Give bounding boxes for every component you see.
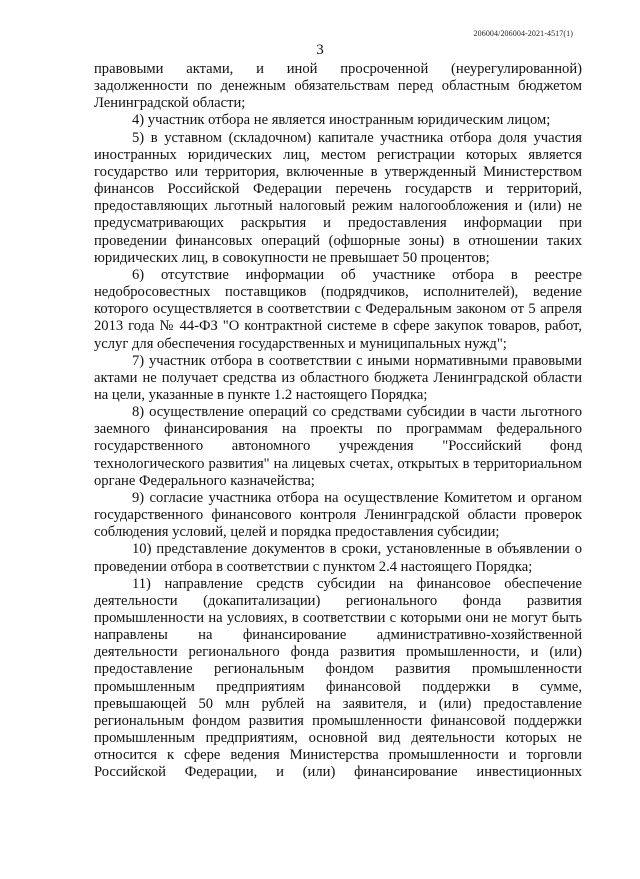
paragraph-item-8: 8) осуществление операций со средствами субсидии в части льготного заемного финансирования на проекты по программам федерального государственного автономного учреждения "Российский фонд технологического развития" на лицевых счетах, открытых в территориальном органе Федерального казначейства; <box>94 404 582 489</box>
paragraph-continuation: правовыми актами, и иной просроченной (неурегулированной) задолженности по денежным обязательствам перед областным бюджетом Ленинградской области; <box>94 61 582 112</box>
paragraph-item-10: 10) представление документов в сроки, установленные в объявлении о проведении отбора в соответствии с пунктом 2.4 настоящего Порядка; <box>94 541 582 575</box>
paragraph-item-6: 6) отсутствие информации об участнике отбора в реестре недобросовестных поставщиков (подрядчиков, исполнителей), ведение которого осуществляется в соответствии с Федеральным законом от 5 апреля 2013 года № 44-ФЗ "О контрактной системе в сфере закупок товаров, работ, услуг для обеспечения государственных и муниципальных нужд"; <box>94 266 582 352</box>
paragraph-item-5: 5) в уставном (складочном) капитале участника отбора доля участия иностранных юридических лиц, местом регистрации которых является государство или территория, включенные в утвержденный Министерством финансов Российской Федерации перечень государств и территорий, предоставляющих льготный налоговый режим налогообложения и (или) не предусматривающих раскрытия и предоставления информации при проведении финансовых операций (офшорные зоны) в отношении таких юридических лиц, в совокупности не превышает 50 процентов; <box>94 129 582 266</box>
document-body <box>94 61 582 782</box>
paragraph-item-11: 11) направление средств субсидии на финансовое обеспечение деятельности (докапитализации) регионального фонда развития промышленности на условиях, в соответствии с которыми они не могут быть направлены на финансирование административно-хозяйственной деятельности регионального фонда развития промышленности, и (или) предоставление региональным фондом развития промышленности промышленным предприятиям финансовой поддержки в сумме, превышающей 50 млн рублей на заявителя, и (или) предоставление региональным фондом развития промышленности финансовой поддержки промышленным предприятиям, основной вид деятельности которых не относится к сфере ведения Министерства промышленности и торговли Российской Федерации, и (или) финансирование инвестиционных <box>94 575 582 781</box>
paragraph-item-9: 9) согласие участника отбора на осуществление Комитетом и органом государственного финансового контроля Ленинградской области проверок соблюдения условий, целей и порядка предоставления субсидии; <box>94 489 582 541</box>
page-number: 3 <box>316 42 324 58</box>
paragraph-item-4: 4) участник отбора не является иностранным юридическим лицом; <box>132 112 551 129</box>
document-id: 206004/206004-2021-4517(1) <box>473 29 573 38</box>
paragraph-item-7: 7) участник отбора в соответствии с иными нормативными правовыми актами не получает средства из областного бюджета Ленинградской области на цели, указанные в пункте 1.2 настоящего Порядка; <box>94 352 582 403</box>
